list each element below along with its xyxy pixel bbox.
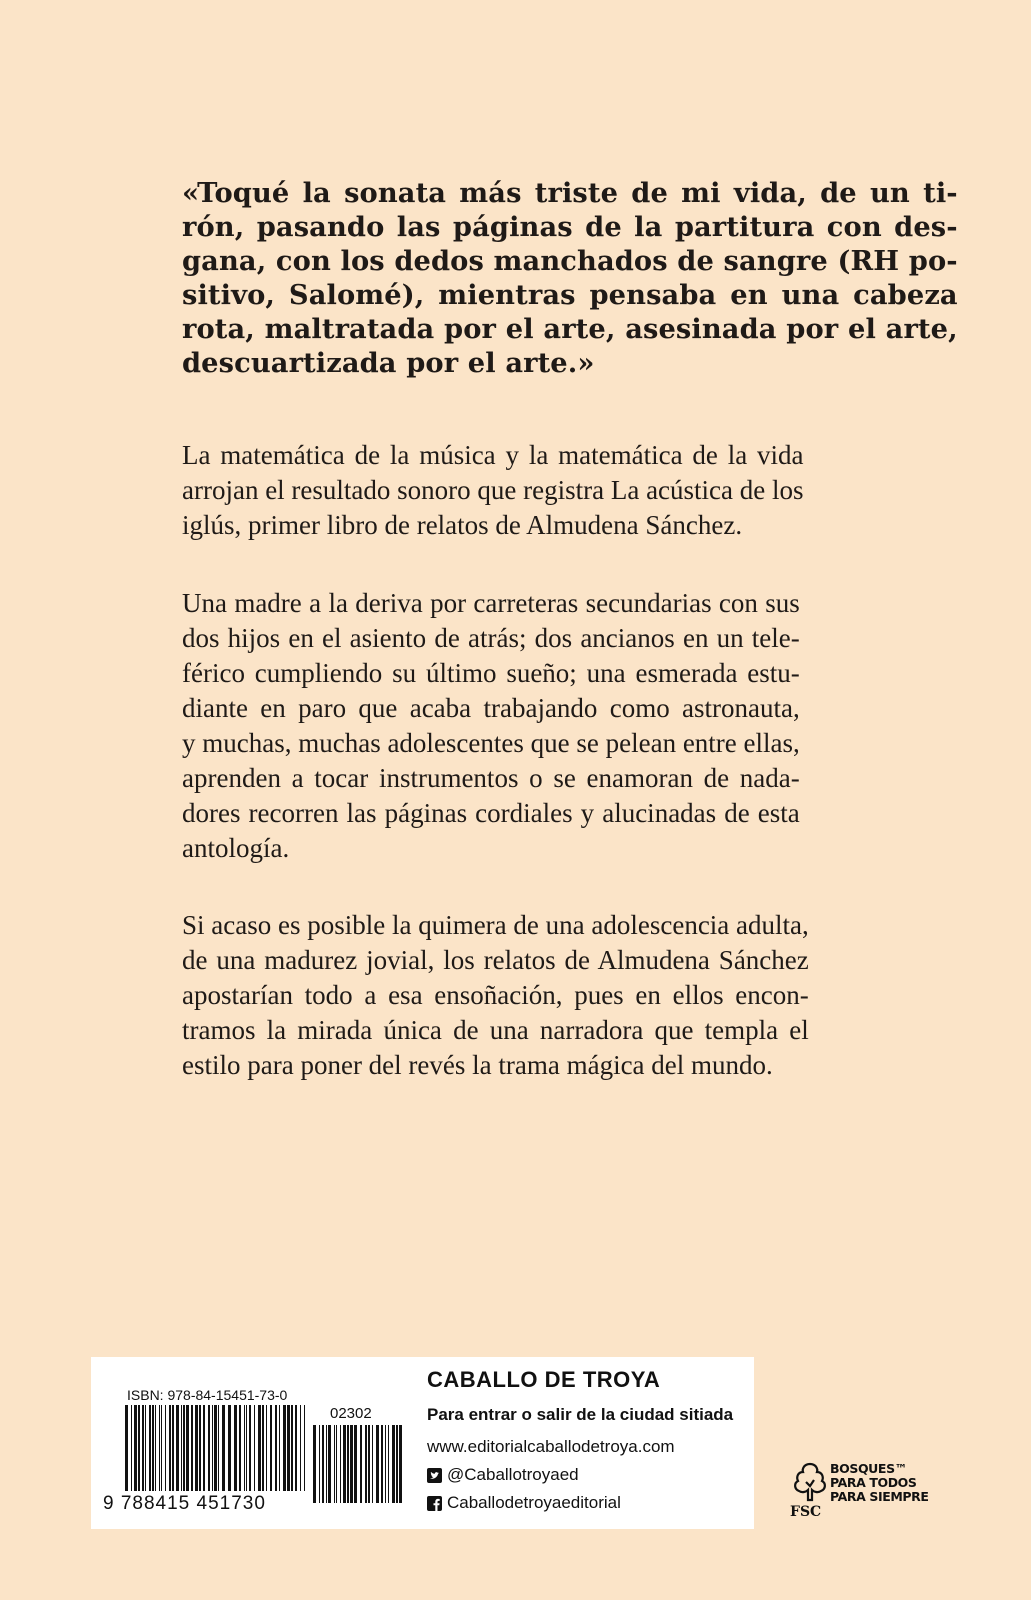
paragraph-line: tramos la mirada única de una narradora que templa el	[182, 1015, 809, 1045]
paragraph-line: arrojan el resultado sonoro que registra La acústica de los	[182, 475, 804, 505]
twitter-handle: @Caballotroyaed	[447, 1465, 579, 1484]
quote-line: rota, maltratada por el arte, asesinada por el arte,	[182, 313, 958, 345]
twitter-link[interactable]	[427, 1465, 579, 1485]
paragraph-line: aprenden a tocar instrumentos o se enamoran de nada-	[182, 763, 800, 793]
paragraph-line: iglús, primer libro de relatos de Almudena Sánchez.	[182, 510, 743, 540]
twitter-icon	[427, 1468, 442, 1483]
facebook-link[interactable]	[427, 1493, 621, 1513]
fsc-line: PARA TODOS	[830, 1475, 917, 1490]
fsc-logo	[790, 1460, 950, 1530]
paragraph-2	[182, 586, 800, 866]
fsc-label: FSC	[790, 1504, 822, 1520]
paragraph-line: dos hijos en el asiento de atrás; dos ancianos en un tele-	[182, 623, 800, 653]
paragraph-1	[182, 438, 804, 543]
publisher-name: CABALLO DE TROYA	[427, 1367, 661, 1392]
barcode	[125, 1405, 305, 1491]
paragraph-line: diante en paro que acaba trabajando como astronauta,	[182, 693, 800, 723]
quote-line: «Toqué la sonata más triste de mi vida, de un ti-	[182, 177, 958, 209]
quote-line: rón, pasando las páginas de la partitura con des-	[182, 211, 958, 243]
paragraph-line: de una madurez jovial, los relatos de Almudena Sánchez	[182, 945, 809, 975]
paragraph-line: Una madre a la deriva por carreteras secundarias con sus	[182, 588, 800, 618]
addon-code: 02302	[330, 1405, 372, 1422]
facebook-page: Caballodetroyaeditorial	[447, 1493, 621, 1512]
quote-line: descuartizada por el arte.»	[182, 347, 595, 379]
publisher-footer	[91, 1357, 754, 1529]
paragraph-3	[182, 908, 809, 1083]
fsc-slogan	[830, 1462, 929, 1504]
website-link[interactable]	[427, 1437, 675, 1457]
paragraph-line: antología.	[182, 833, 290, 863]
fsc-line: PARA SIEMPRE	[830, 1489, 929, 1504]
paragraph-line: estilo para poner del revés la trama mágica del mundo.	[182, 1050, 773, 1080]
fsc-line: BOSQUES™	[830, 1461, 907, 1476]
isbn-label: ISBN: 978-84-15451-73-0	[127, 1387, 288, 1403]
paragraph-line: férico cumpliendo su último sueño; una esmerada estu-	[182, 658, 800, 688]
quote-line: gana, con los dedos manchados de sangre (RH po-	[182, 245, 958, 277]
quote	[182, 176, 958, 380]
paragraph-line: apostarían todo a esa ensoñación, pues en ellos encon-	[182, 980, 809, 1010]
paragraph-line: La matemática de la música y la matemática de la vida	[182, 440, 804, 470]
quote-line: sitivo, Salomé), mientras pensaba en una cabeza	[182, 279, 958, 311]
barcode-digits: 9 788415 451730	[103, 1493, 266, 1514]
addon-barcode	[313, 1425, 403, 1503]
paragraph-line: Si acaso es posible la quimera de una adolescencia adulta,	[182, 910, 809, 940]
website-text: www.editorialcaballodetroya.com	[427, 1437, 675, 1456]
tree-icon	[790, 1460, 830, 1504]
facebook-icon	[427, 1496, 442, 1511]
paragraph-line: y muchas, muchas adolescentes que se pelean entre ellas,	[182, 728, 800, 758]
publisher-tagline: Para entrar o salir de la ciudad sitiada	[427, 1405, 734, 1424]
paragraph-line: dores recorren las páginas cordiales y alucinadas de esta	[182, 798, 800, 828]
